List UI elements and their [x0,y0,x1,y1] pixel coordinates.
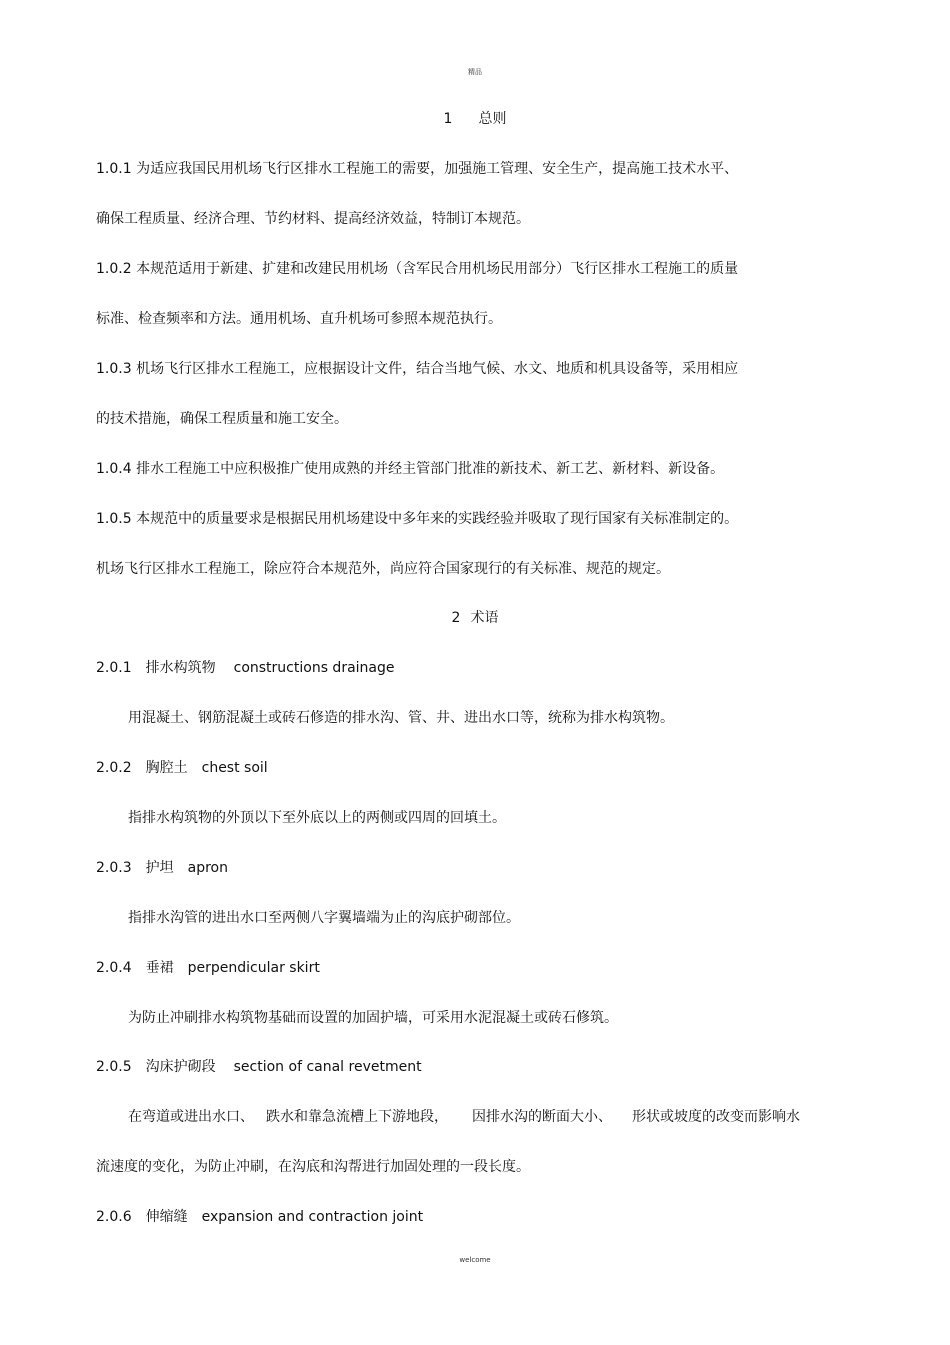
section-2-heading [0,609,950,627]
term-entry [96,859,228,877]
term-english: expansion and contraction joint [201,1209,424,1225]
term-definition: 指排水构筑物的外顶以下至外底以上的两侧或四周的回填土。 [128,810,506,826]
term-number: 2.0.1 [96,660,132,676]
term-number: 2.0.6 [96,1209,132,1225]
term-definition: 指排水沟管的进出水口至两侧八字翼墙端为止的沟底护砌部位。 [128,910,520,926]
paragraph-line: 1.0.4 排水工程施工中应积极推广使用成熟的并经主管部门批准的新技术、新工艺、新材料、新设备。 [96,461,725,477]
term-chinese: 伸缩缝 [145,1209,188,1225]
paragraph-line: 的技术措施，确保工程质量和施工安全。 [96,411,348,427]
term-number: 2.0.4 [96,960,132,976]
page-header: 精品 [468,68,482,76]
term-entry [96,1208,423,1226]
term-definition: 为防止冲刷排水构筑物基础而设置的加固护墙，可采用水泥混凝土或砖石修筑。 [128,1010,618,1026]
term-english: constructions drainage [233,660,395,676]
term-chinese: 护坦 [145,860,174,876]
paragraph-line: 1.0.5 本规范中的质量要求是根据民用机场建设中多年来的实践经验并吸取了现行国家有关标准制定的。 [96,511,739,527]
term-definition [128,1108,800,1126]
paragraph-line: 确保工程质量、经济合理、节约材料、提高经济效益，特制订本规范。 [96,211,530,227]
term-chinese: 垂裙 [145,960,174,976]
section-1-title: 总则 [478,111,507,127]
term-chinese: 胸腔土 [145,760,188,776]
term-number: 2.0.2 [96,760,132,776]
term-entry [96,659,395,677]
definition-fragment: 跌水和靠急流槽上下游地段， [266,1109,448,1125]
section-1-heading [0,110,950,128]
term-english: chest soil [201,760,268,776]
paragraph-line: 1.0.3 机场飞行区排水工程施工，应根据设计文件，结合当地气候、水文、地质和机具设备等，采用相应 [96,361,739,377]
definition-fragment: 形状或坡度的改变而影响水 [632,1109,800,1125]
paragraph-line: 标准、检查频率和方法。通用机场、直升机场可参照本规范执行。 [96,311,502,327]
term-definition-continued: 流速度的变化，为防止冲刷，在沟底和沟帮进行加固处理的一段长度。 [96,1159,530,1175]
term-number: 2.0.3 [96,860,132,876]
section-2-title: 术语 [470,610,499,626]
term-entry [96,959,320,977]
term-english: apron [187,860,228,876]
section-1-number: 1 [443,111,453,127]
term-number: 2.0.5 [96,1059,132,1075]
section-2-number: 2 [451,610,461,626]
term-entry [96,1058,422,1076]
term-english: section of canal revetment [233,1059,422,1075]
term-definition: 用混凝土、钢筋混凝土或砖石修造的排水沟、管、井、进出水口等，统称为排水构筑物。 [128,710,674,726]
paragraph-line: 1.0.2 本规范适用于新建、扩建和改建民用机场（含军民合用机场民用部分）飞行区排水工程施工的质量 [96,261,739,277]
definition-fragment: 在弯道或进出水口、 [128,1109,254,1125]
term-entry [96,759,268,777]
paragraph-line: 1.0.1 为适应我国民用机场飞行区排水工程施工的需要，加强施工管理、安全生产，提高施工技术水平、 [96,161,739,177]
definition-fragment: 因排水沟的断面大小、 [472,1109,612,1125]
term-english: perpendicular skirt [187,960,320,976]
term-chinese: 沟床护砌段 [145,1059,216,1075]
paragraph-line: 机场飞行区排水工程施工，除应符合本规范外，尚应符合国家现行的有关标准、规范的规定。 [96,561,670,577]
term-chinese: 排水构筑物 [145,660,216,676]
page-footer: welcome [459,1256,491,1264]
